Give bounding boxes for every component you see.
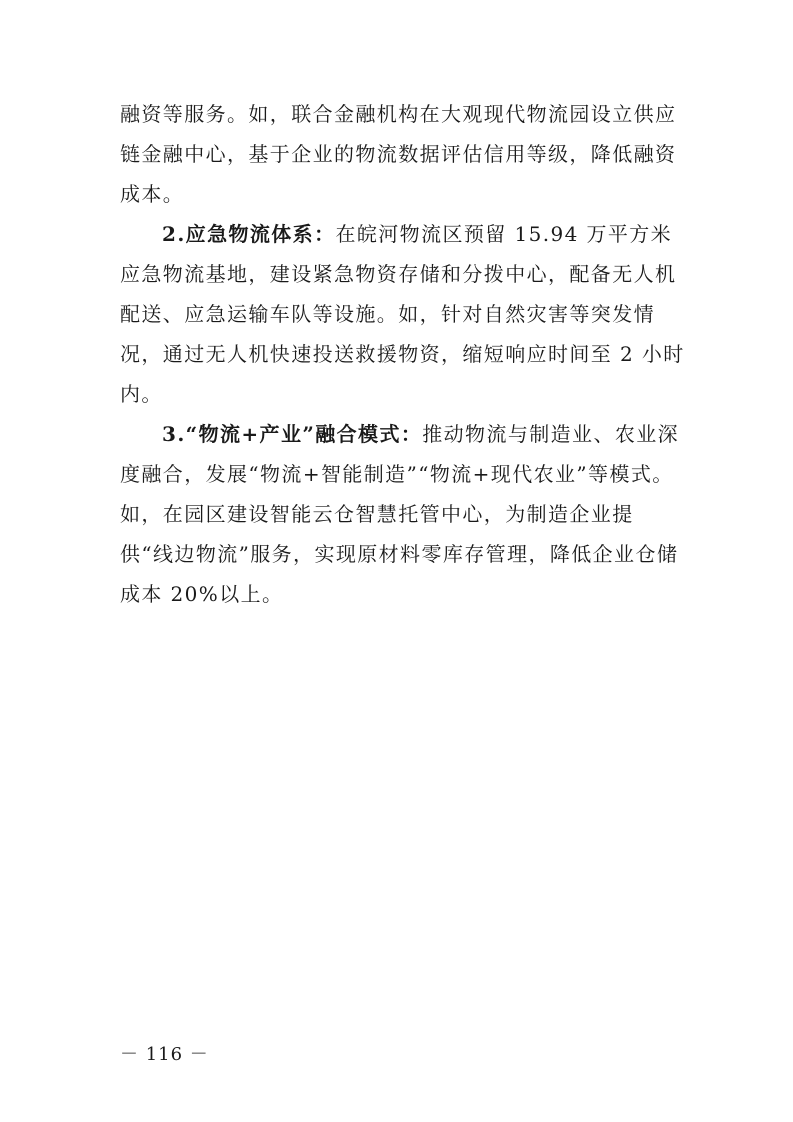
paragraph-text: 融资等服务。如，联合金融机构在大观现代物流园设立供应链金融中心，基于企业的物流数据评估信用等级，降低融资成本。 bbox=[120, 102, 677, 206]
paragraph-emergency-logistics bbox=[120, 214, 685, 414]
paragraph-integration-model bbox=[120, 414, 685, 614]
paragraph-text: 推动物流与制造业、农业深度融合，发展“物流+智能制造”“物流+现代农业”等模式。如，在园区建设智能云仓智慧托管中心，为制造企业提供“线边物流”服务，实现原材料零库存管理，降低企业仓储成本 20%以上。 bbox=[120, 422, 680, 606]
paragraph-heading: 2.应急物流体系： bbox=[162, 222, 336, 246]
page-number: － 116 － bbox=[120, 1044, 209, 1065]
paragraph-heading: 3.“物流+产业”融合模式： bbox=[162, 422, 423, 446]
body-text bbox=[120, 94, 685, 614]
paragraph-continuation bbox=[120, 94, 685, 214]
paragraph-text: 在皖河物流区预留 15.94 万平方米应急物流基地，建设紧急物资存储和分拨中心，配备无人机配送、应急运输车队等设施。如，针对自然灾害等突发情况，通过无人机快速投送救援物资，缩短响应时间至 2 小时内。 bbox=[120, 222, 685, 406]
